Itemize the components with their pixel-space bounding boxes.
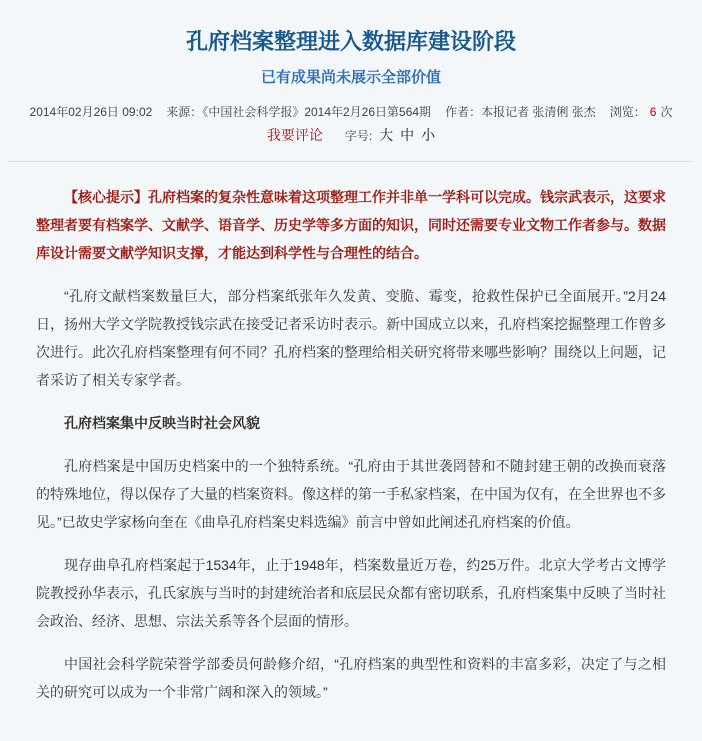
article-body: [0, 162, 702, 741]
fontsize-small-button[interactable]: 小: [421, 127, 436, 143]
views-label: 浏览：: [609, 105, 646, 119]
fontsize-medium-button[interactable]: 中: [400, 127, 415, 143]
author-value: 本报记者 张清俐 张杰: [481, 105, 596, 119]
core-tip-paragraph: 【核心提示】孔府档案的复杂性意味着这项整理工作并非单一学科可以完成。钱宗武表示，这要求整理者要有档案学、文献学、语音学、历史学等多方面的知识，同时还需要专业文物工作者参与。数据库设计需要文献学知识支撑，才能达到科学性与合理性的结合。: [36, 189, 666, 261]
author-label: 作者：: [445, 105, 482, 119]
views-unit: 次: [660, 105, 673, 119]
article-paragraph: 中国社会科学院荣誉学部委员何龄修介绍，“孔府档案的典型性和资料的丰富多彩，决定了与之相关的研究可以成为一个非常广阔和深入的领域。”: [36, 656, 666, 700]
article-paragraph: 孔府档案是中国历史档案中的一个独特系统。“孔府由于其世袭罔替和不随封建王朝的改换而衰落的特殊地位，得以保存了大量的档案资料。像这样的第一手私家档案，在中国为仅有，在全世界也不多见。”已故史学家杨向奎在《曲阜孔府档案史料选编》前言中曾如此阐述孔府档案的价值。: [36, 458, 666, 530]
article-paragraph: 现存曲阜孔府档案起于1534年，止于1948年，档案数量近万卷，约25万件。北京大学考古文博学院教授孙华表示，孔氏家族与当时的封建统治者和底层民众都有密切联系，孔府档案集中反映了当时社会政治、经济、思想、宗法关系等各个层面的情形。: [36, 557, 666, 629]
article-meta-line: [0, 102, 702, 122]
fontsize-label: 字号:: [344, 129, 373, 143]
source-label: 来源：: [166, 105, 203, 119]
source-value: 《中国社会科学报》2014年2月26日第564期: [202, 105, 432, 119]
section-heading: 孔府档案集中反映当时社会风貌: [64, 415, 260, 431]
article-paragraph: “孔府文献档案数量巨大，部分档案纸张年久发黄、变脆、霉变，抢救性保护已全面展开。”2月24日，扬州大学文学院教授钱宗武在接受记者采访时表示。新中国成立以来，孔府档案挖掘整理工作曾多次进行。此次孔府档案整理有何不同？孔府档案的整理给相关研究将带来哪些影响？围绕以上问题，记者采访了相关专家学者。: [36, 288, 666, 388]
fontsize-large-button[interactable]: 大: [379, 127, 394, 143]
page-title: 孔府档案整理进入数据库建设阶段: [185, 29, 516, 54]
views-count: 6: [649, 105, 657, 119]
page-subtitle: 已有成果尚未展示全部价值: [260, 69, 441, 86]
comment-link[interactable]: 我要评论: [266, 127, 323, 143]
publish-datetime: 2014年02月26日 09:02: [29, 105, 153, 119]
article-toolbar-line: [0, 125, 702, 146]
